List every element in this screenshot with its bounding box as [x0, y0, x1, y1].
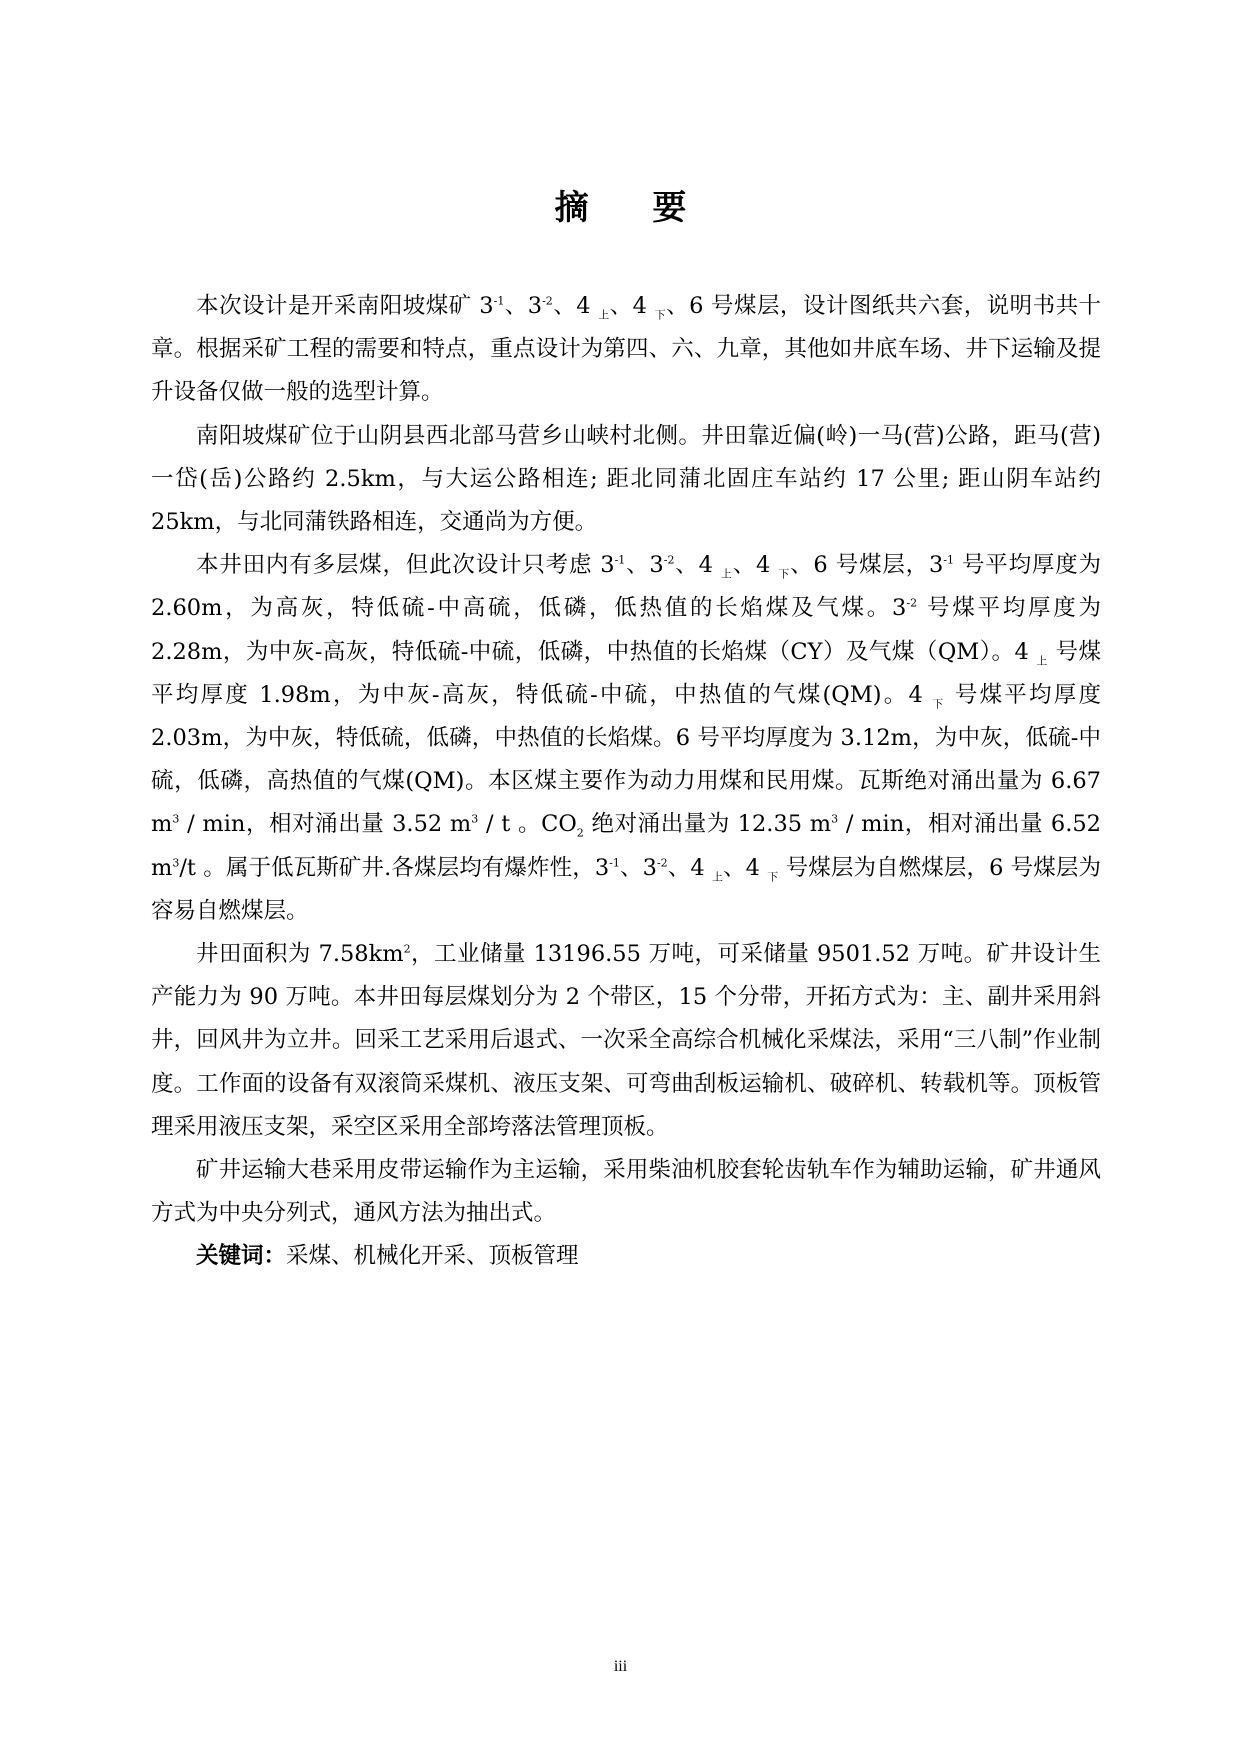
text-run: / min，相对涌出量 6.52 m [151, 811, 1101, 881]
paragraph-design-scope [151, 285, 1101, 415]
text-run: 号煤平均厚度 1.98m，为中灰-高灰，特低硫-中硫，中热值的气煤(QM)。4 [151, 638, 1102, 708]
superscript: -2 [656, 856, 668, 870]
text-run: / min，相对涌出量 3.52 m [179, 811, 472, 838]
superscript: -2 [542, 294, 553, 308]
subscript: 上 [711, 870, 724, 884]
text-run: 、6 号煤层，设计图纸共六套，说明书共十章。根据采矿工程的需要和特点，重点设计为第四、六、九章，其他如井底车场、井下运输及提升设备仅做一般的选型计算。 [151, 293, 1102, 406]
superscript: -2 [906, 596, 918, 610]
subscript: 上 [720, 567, 733, 581]
superscript: 3 [172, 812, 180, 826]
text-run: 、4 [552, 293, 599, 319]
subscript: 下 [932, 697, 946, 711]
text-run: 、3 [504, 293, 543, 319]
text-run: 本井田内有多层煤，但此次设计只考虑 3 [196, 552, 615, 579]
text-run: 号煤层为自燃煤层，6 号煤层为容易自燃煤层。 [151, 854, 1102, 924]
abstract-title: 摘 要 [554, 188, 713, 228]
keywords-label: 关键词： [196, 1243, 287, 1270]
text-run: 号煤平均厚度为 2.28m，为中灰-高灰，特低硫-中硫，低磷，中热值的长焰煤（CY）及气煤（QM）。4 [151, 595, 1101, 665]
text-run: / t 。CO [478, 811, 577, 838]
subscript: 上 [598, 308, 610, 322]
superscript: 3 [172, 856, 180, 870]
superscript: -2 [663, 553, 675, 567]
subscript: 上 [1036, 654, 1048, 668]
subscript: 下 [654, 308, 667, 322]
superscript: -1 [943, 553, 954, 567]
text-run: 、3 [619, 854, 657, 881]
text-run: 、3 [625, 552, 664, 579]
superscript: -1 [614, 553, 626, 567]
page-number: iii [613, 1658, 628, 1675]
paragraph-reserves-and-methods [151, 933, 1101, 1149]
text-run: /t 。属于低瓦斯矿井.各煤层均有爆炸性，3 [179, 854, 610, 881]
text-run: 、4 [732, 552, 779, 579]
text-run: ，工业储量 13196.55 万吨，可采储量 9501.52 万吨。矿井设计生产能力为 90 万吨。本井田每层煤划分为 2 个带区，15 个分带，开拓方式为：主、副井采用斜井，回风井为立井。回采工艺采用后退式、一次采全高综合机械化采煤法，采用“三八制”作业制度。工作面的设备有双滚筒采煤机、液压支架、可弯曲刮板运输机、破碎机、转载机等。顶板管理采用液压支架，采空区采用全部垮落法管理顶板。 [151, 941, 1101, 1140]
superscript: -1 [609, 856, 620, 870]
text-run: 、4 [667, 854, 712, 881]
superscript: -1 [493, 294, 505, 308]
text-run: 、4 [723, 854, 768, 881]
text-run: 绝对涌出量为 12.35 m [583, 811, 832, 838]
keywords-value: 采煤、机械化开采、顶板管理 [286, 1243, 579, 1270]
keywords-line [151, 1235, 1101, 1278]
paragraph-transport-ventilation: 矿井运输大巷采用皮带运输作为主运输，采用柴油机胶套轮齿轨车作为辅助运输，矿井通风方式为中央分列式，通风方法为抽出式。 [151, 1157, 1101, 1227]
subscript: 下 [778, 567, 791, 581]
text-run: 、4 [674, 552, 721, 579]
subscript: 2 [576, 826, 584, 840]
abstract-body [151, 285, 1101, 1279]
paragraph-location: 南阳坡煤矿位于山阴县西北部马营乡山峡村北侧。井田靠近偏(岭)一马(营)公路，距马(营)一岱(岳)公路约 2.5km，与大运公路相连; 距北同蒲北固庄车站约 17 公里; 距山阴车站约 25km，与北同蒲铁路相连，交通尚为方便。 [151, 422, 1101, 536]
text-run: 本次设计是开采南阳坡煤矿 3 [196, 293, 494, 319]
paragraph-coal-seams [151, 544, 1101, 933]
superscript: 3 [831, 812, 839, 826]
text-run: 、4 [609, 293, 655, 319]
text-run: 号煤平均厚度 2.03m，为中灰，特低硫，低磷，中热值的长焰煤。6 号平均厚度为 3.12m，为中灰，低硫-中硫，低磷，高热值的气煤(QM)。本区煤主要作为动力用煤和民用煤。瓦斯绝对涌出量为 6.67 m [151, 681, 1101, 838]
text-run: 号平均厚度为 2.60m，为高灰，特低硫-中高硫，低磷，低热值的长焰煤及气煤。3 [151, 552, 1102, 622]
subscript: 下 [767, 870, 779, 884]
text-run: 、6 号煤层，3 [790, 552, 944, 579]
superscript: 3 [471, 812, 479, 826]
superscript: 2 [403, 942, 411, 956]
text-run: 井田面积为 7.58km [196, 941, 404, 968]
